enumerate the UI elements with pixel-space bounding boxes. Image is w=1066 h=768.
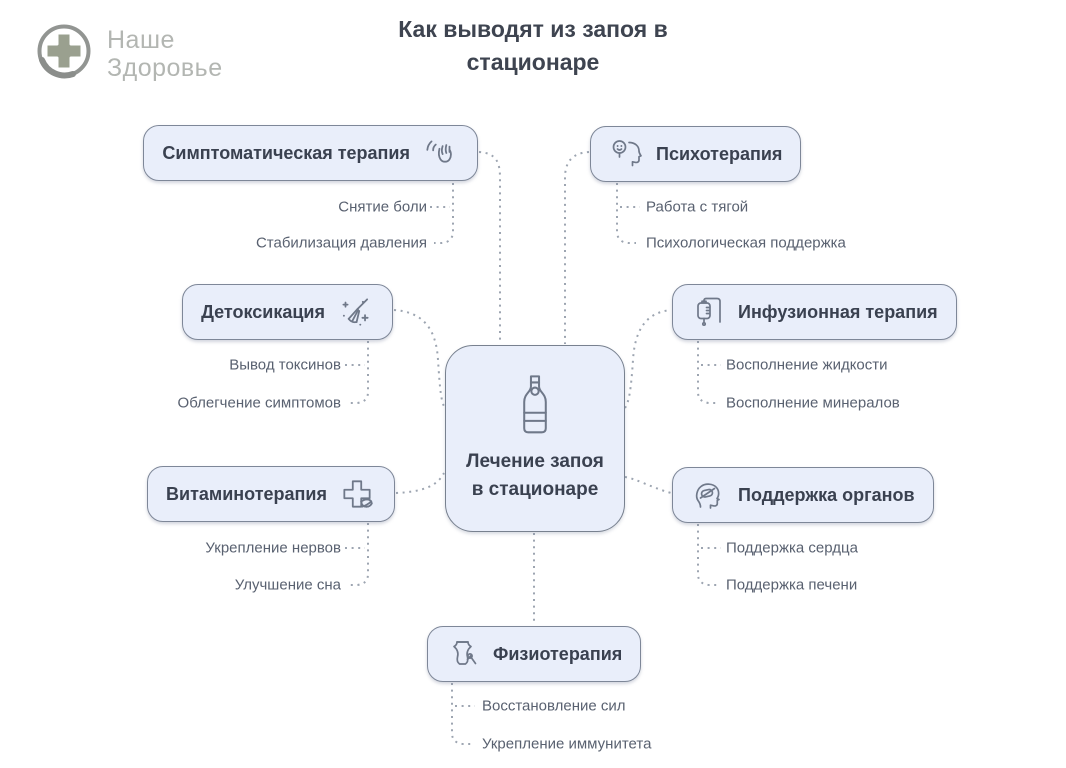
sub-item-label: Восполнение жидкости	[726, 356, 888, 374]
head-smile-icon	[609, 136, 645, 172]
central-node-label: Лечение запоя в стационаре	[466, 450, 604, 500]
branch-label: Симптоматическая терапия	[162, 142, 410, 163]
branch-label: Психотерапия	[656, 143, 783, 164]
branch-node-physio	[427, 626, 641, 682]
sub-item-label: Работа с тягой	[646, 198, 749, 216]
sub-item-label: Улучшение сна	[234, 576, 341, 594]
branch-label: Детоксикация	[201, 301, 325, 322]
branch-node-detox	[182, 284, 393, 340]
broom-sparkles-icon	[336, 293, 374, 331]
central-node	[445, 345, 625, 532]
branch-label: Физиотерапия	[493, 643, 623, 664]
branch-label: Инфузионная терапия	[738, 301, 938, 322]
clinic-logo	[33, 20, 223, 87]
sub-item-label: Облегчение симптомов	[177, 394, 341, 412]
head-organ-icon	[691, 477, 727, 513]
sub-item-label: Стабилизация давления	[255, 234, 427, 252]
page-title: Как выводят из запоя в стационаре	[398, 16, 668, 75]
branch-node-organs	[672, 467, 934, 523]
logo-line1: Наше	[107, 25, 175, 54]
branch-node-vitamins	[147, 466, 395, 522]
sub-item-label: Психологическая поддержка	[646, 234, 846, 252]
sub-item-label: Восстановление сил	[482, 697, 626, 715]
branch-node-psychotherapy	[590, 126, 801, 182]
branch-node-symptomatic	[143, 125, 478, 181]
logo-line2: Здоровье	[107, 53, 223, 82]
sub-item-label: Укрепление нервов	[205, 539, 341, 557]
logo-text	[107, 26, 223, 82]
cross-leaf-icon	[338, 475, 376, 513]
sub-item-label: Восполнение минералов	[726, 394, 900, 412]
iv-drip-icon	[691, 294, 727, 330]
sub-item-label: Поддержка сердца	[726, 539, 858, 557]
medical-cross-icon	[33, 20, 95, 87]
branch-label: Витаминотерапия	[166, 483, 327, 504]
sub-item-label: Вывод токсинов	[229, 356, 341, 374]
sub-item-label: Поддержка печени	[726, 576, 858, 594]
sub-item-label: Снятие боли	[338, 198, 427, 216]
sub-item-label: Укрепление иммунитета	[482, 735, 652, 753]
champagne-bottle-icon	[514, 373, 556, 440]
branch-node-infusion	[672, 284, 957, 340]
torso-massage-icon	[446, 636, 482, 672]
branch-label: Поддержка органов	[738, 484, 915, 505]
trembling-hand-icon	[421, 134, 459, 172]
